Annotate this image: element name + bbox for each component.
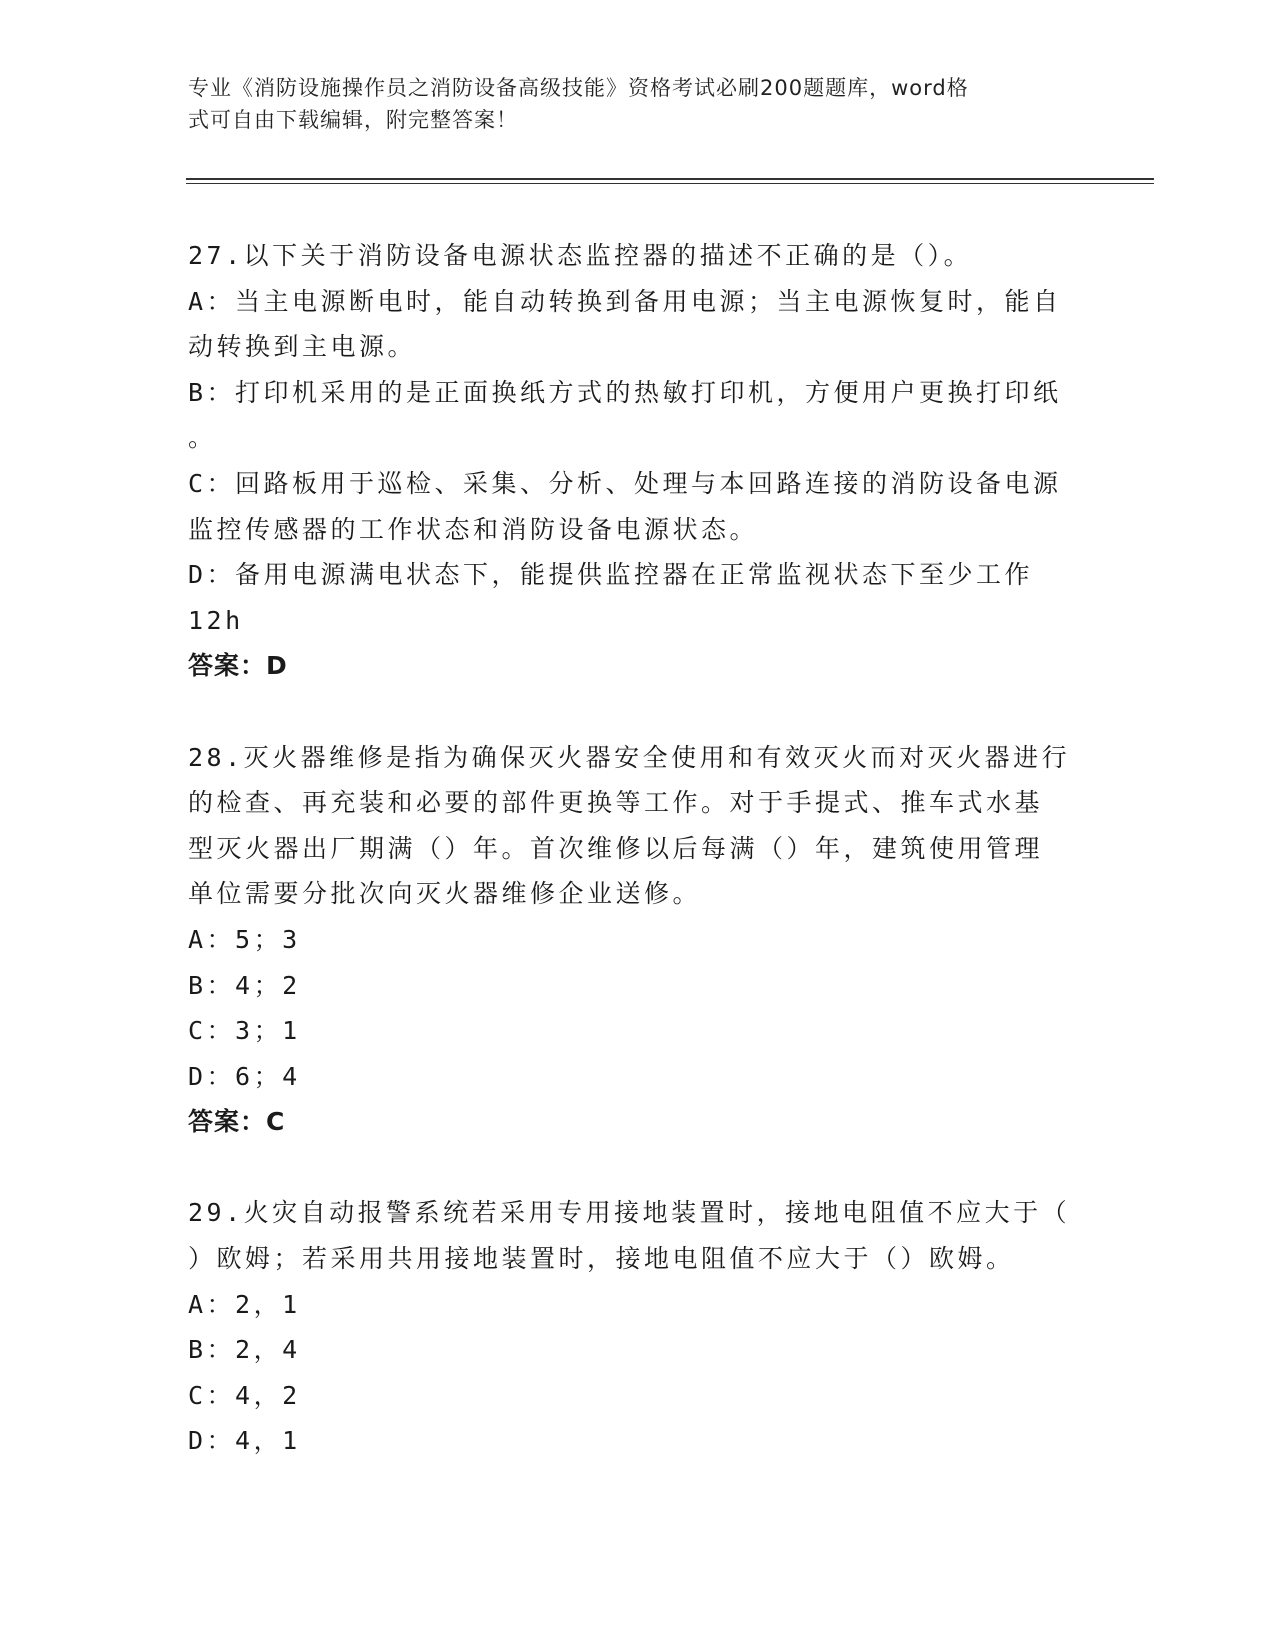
question-text-continued: 型灭火器出厂期满（）年。首次维修以后每满（）年，建筑使用管理 [188, 833, 1044, 863]
option-d: D：4，1 [188, 1426, 301, 1456]
option-c: C：4，2 [188, 1380, 301, 1410]
question-text-continued: 单位需要分批次向灭火器维修企业送修。 [188, 879, 702, 909]
option-b-continued: 。 [188, 423, 217, 453]
option-a: A：2，1 [188, 1289, 301, 1319]
option-b: B：4；2 [188, 970, 301, 1000]
header-line-2: 式可自由下载编辑，附完整答案！ [188, 108, 518, 132]
option-a-continued: 动转换到主电源。 [188, 332, 417, 362]
option-d: D：备用电源满电状态下，能提供监控器在正常监视状态下至少工作 [188, 560, 1034, 590]
option-b: B：2，4 [188, 1335, 301, 1365]
question-text: 27.以下关于消防设备电源状态监控器的描述不正确的是（）。 [188, 241, 973, 270]
question-list [188, 233, 1088, 1464]
option-a: A：当主电源断电时，能自动转换到备用电源；当主电源恢复时，能自 [188, 286, 1062, 316]
question-text: 29.火灾自动报警系统若采用专用接地装置时，接地电阻值不应大于（ [188, 1198, 1071, 1228]
option-c: C：回路板用于巡检、采集、分析、处理与本回路连接的消防设备电源 [188, 468, 1062, 498]
question-spacer [188, 689, 1088, 735]
question-text-continued: ）欧姆；若采用共用接地装置时，接地电阻值不应大于（）欧姆。 [188, 1244, 1015, 1274]
answer-label: 答案：C [188, 1107, 286, 1137]
option-a: A：5；3 [188, 924, 301, 954]
header-divider-thick [186, 178, 1154, 180]
question-text: 28.灭火器维修是指为确保灭火器安全使用和有效灭火而对灭火器进行 [188, 742, 1071, 772]
option-d: D：6；4 [188, 1061, 301, 1091]
option-b: B：打印机采用的是正面换纸方式的热敏打印机，方便用户更换打印纸 [188, 377, 1062, 407]
question-text-continued: 的检查、再充装和必要的部件更换等工作。对于手提式、推车式水基 [188, 788, 1044, 818]
question-29 [188, 1190, 1088, 1464]
answer-label: 答案：D [188, 651, 288, 681]
question-28 [188, 735, 1088, 1145]
header-divider-thin [186, 183, 1154, 184]
option-c: C：3；1 [188, 1016, 301, 1046]
option-c-continued: 监控传感器的工作状态和消防设备电源状态。 [188, 514, 759, 544]
document-header [188, 72, 1068, 136]
option-d-continued: 12h [188, 605, 244, 635]
question-27 [188, 233, 1088, 689]
question-spacer [188, 1145, 1088, 1191]
header-line-1: 专业《消防设施操作员之消防设备高级技能》资格考试必刷200题题库，word格 [188, 76, 969, 100]
